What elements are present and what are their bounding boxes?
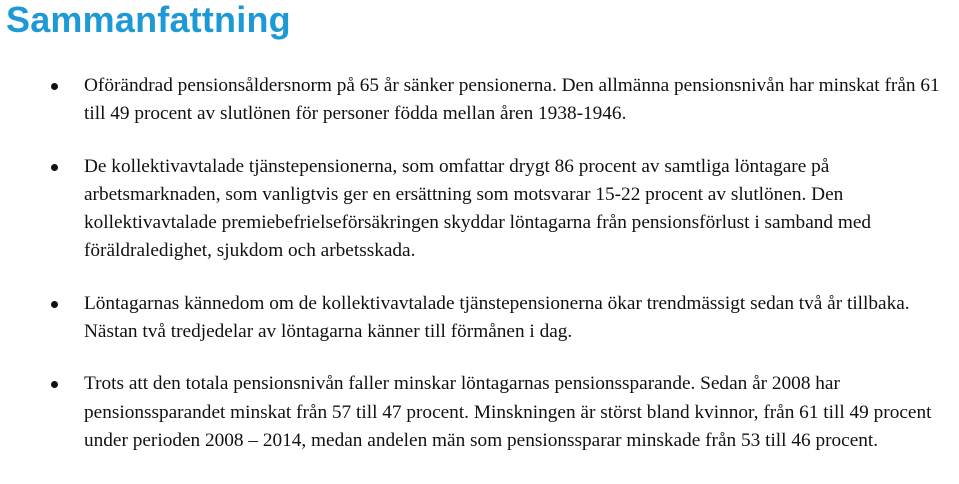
page-title: Sammanfattning	[6, 0, 291, 40]
summary-item-text: Oförändrad pensionsåldersnorm på 65 år sänker pensionerna. Den allmänna pensionsnivån har minskat från 61 till 49 procent av slutlönen för personer födda mellan åren 1938-1946.	[84, 75, 940, 125]
summary-list	[0, 72, 959, 455]
summary-item	[0, 72, 954, 129]
summary-item	[0, 153, 954, 266]
summary-item	[0, 370, 954, 455]
summary-item	[0, 290, 954, 347]
summary-item-text: De kollektivavtalade tjänstepensionerna, som omfattar drygt 86 procent av samtliga löntagare på arbetsmarknaden, som vanligtvis ger en ersättning som motsvarar 15-22 procent av slutlönen. Den kollektivavtalade premiebefrielseförsäkringen skyddar löntagarna från pensionsförlust i samband med föräldraledighet, sjukdom och arbetsskada.	[84, 155, 872, 262]
summary-item-text: Löntagarnas kännedom om de kollektivavtalade tjänstepensionerna ökar trendmässigt sedan två år tillbaka. Nästan två tredjedelar av löntagarna känner till förmånen i dag.	[84, 292, 910, 343]
bullet-icon	[51, 83, 58, 90]
bullet-icon	[51, 164, 58, 171]
bullet-icon	[51, 381, 58, 388]
bullet-icon	[51, 301, 58, 308]
summary-item-text: Trots att den totala pensionsnivån faller minskar löntagarnas pensionssparande. Sedan år 2008 har pensionssparandet minskat från 57 till 47 procent. Minskningen är störst bland kvinnor, från 61 till 49 procent under perioden 2008 – 2014, medan andelen män som pensionssparar minskade från 53 till 46 procent.	[84, 373, 932, 451]
